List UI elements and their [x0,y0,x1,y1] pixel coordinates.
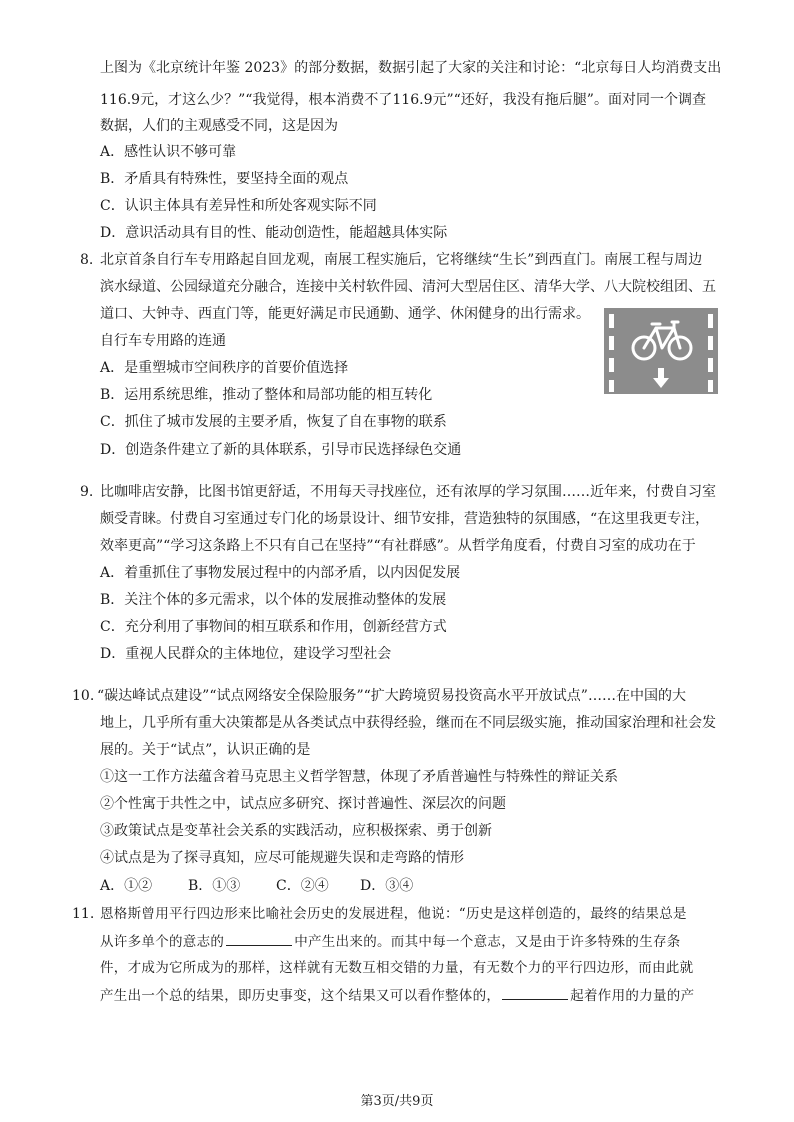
q10-statement-1: ①这一工作方法蕴含着马克思主义哲学智慧，体现了矛盾普遍性与特殊性的辩证关系 [100,769,618,785]
q8-option-a: A．是重塑城市空间秩序的首要价值选择 [100,360,349,376]
q10-option-c: C．②④ [276,878,329,894]
q10-statement-2: ②个性寓于共性之中，试点应多研究、探讨普遍性、深层次的问题 [100,796,506,812]
q9-option-d: D．重视人民群众的主体地位，建设学习型社会 [100,646,392,662]
bicycle-lane-icon [604,308,718,394]
bicycle-lane-image [604,308,718,394]
q8-line-4: 自行车专用路的连通 [100,333,226,349]
answer-blank-2[interactable] [502,985,568,1000]
q7-option-c: C．认识主体具有差异性和所处客观实际不同 [100,198,377,214]
q11-line-2-part-1: 从许多单个的意志的 [100,934,225,950]
q7-line-1: 上图为《北京统计年鉴 2023》的部分数据，数据引起了大家的关注和讨论：“北京每日人均消费支出 [100,60,722,76]
q10-option-d: D．③④ [360,878,414,894]
q7-option-b: B．矛盾具有特殊性，要坚持全面的观点 [100,171,349,187]
q11-line-4-part-1: 产生出一个总的结果，即历史事变，这个结果又可以看作整体的， [100,988,501,1004]
q11-line-2-part-2: 中产生出来的。而其中每一个意志，又是由于许多特殊的生存条 [294,934,681,950]
q7-option-d: D．意识活动具有目的性、能动创造性，能超越具体实际 [100,225,448,241]
q9-number: 9. [80,484,94,500]
q9-option-b: B．关注个体的多元需求，以个体的发展推动整体的发展 [100,592,447,608]
q10-line-2: 地上，几乎所有重大决策都是从各类试点中获得经验，继而在不同层级实施，推动国家治理和社会发 [100,715,716,731]
q9-line-3: 效率更高”“学习这条路上不只有自己在坚持”“有社群感”。从哲学角度看，付费自习室的成功在于 [100,538,696,554]
q9-option-a: A．着重抓住了事物发展过程中的内部矛盾，以内因促发展 [100,565,461,581]
q8-option-c: C．抓住了城市发展的主要矛盾，恢复了自在事物的联系 [100,414,447,430]
q8-number: 8. [80,252,94,268]
page-number: 第3页/共9页 [360,1094,434,1109]
q7-option-a: A．感性认识不够可靠 [100,144,237,160]
q10-line-3: 展的。关于“试点”，认识正确的是 [100,742,311,758]
q11-line-1: 恩格斯曾用平行四边形来比喻社会历史的发展进程，他说：“历史是这样创造的，最终的结果总是 [100,906,687,922]
q10-option-a: A．①② [100,878,153,894]
q11-line-2 [100,931,681,952]
q10-statement-3: ③政策试点是变革社会关系的实践活动，应积极探索、勇于创新 [100,823,492,839]
q9-line-2: 颇受青睐。付费自习室通过专门化的场景设计、细节安排，营造独特的氛围感，“在这里我更专注， [100,511,710,527]
q11-number: 11. [72,906,95,922]
q11-line-3: 件，才成为它所成为的那样，这样就有无数互相交错的力量，有无数个力的平行四边形，而由此就 [100,960,694,976]
q7-line-2: 116.9元，才这么少？”“我觉得，根本消费不了116.9元”“还好，我没有拖后腿”。面对同一个调查 [100,92,706,108]
answer-blank-1[interactable] [226,931,292,946]
q8-line-1: 北京首条自行车专用路起自回龙观，南展工程实施后，它将继续“生长”到西直门。南展工程与周边 [100,252,703,268]
q8-option-b: B．运用系统思维，推动了整体和局部功能的相互转化 [100,387,433,403]
q10-statement-4: ④试点是为了探寻真知，应尽可能规避失误和走弯路的情形 [100,850,464,866]
q9-line-1: 比咖啡店安静，比图书馆更舒适，不用每天寻找座位，还有浓厚的学习氛围……近年来，付费自习室 [100,484,716,500]
q8-line-3: 道口、大钟寺、西直门等，能更好满足市民通勤、通学、休闲健身的出行需求。 [100,306,590,322]
q10-line-1: “碳达峰试点建设”“试点网络安全保险服务”“扩大跨境贸易投资高水平开放试点”……在中国的大 [97,688,686,704]
q9-option-c: C．充分利用了事物间的相互联系和作用，创新经营方式 [100,619,447,635]
q8-line-2: 滨水绿道、公园绿道充分融合，连接中关村软件园、清河大型居住区、清华大学、八大院校组团、五 [100,279,716,295]
q8-option-d: D．创造条件建立了新的具体联系，引导市民选择绿色交通 [100,442,462,458]
q10-number: 10. [72,688,95,704]
q11-line-4 [100,985,694,1006]
q11-line-4-part-2: 起着作用的力量的产 [570,988,695,1004]
q7-line-3: 数据，人们的主观感受不同，这是因为 [100,118,338,134]
q10-option-b: B．①③ [188,878,241,894]
